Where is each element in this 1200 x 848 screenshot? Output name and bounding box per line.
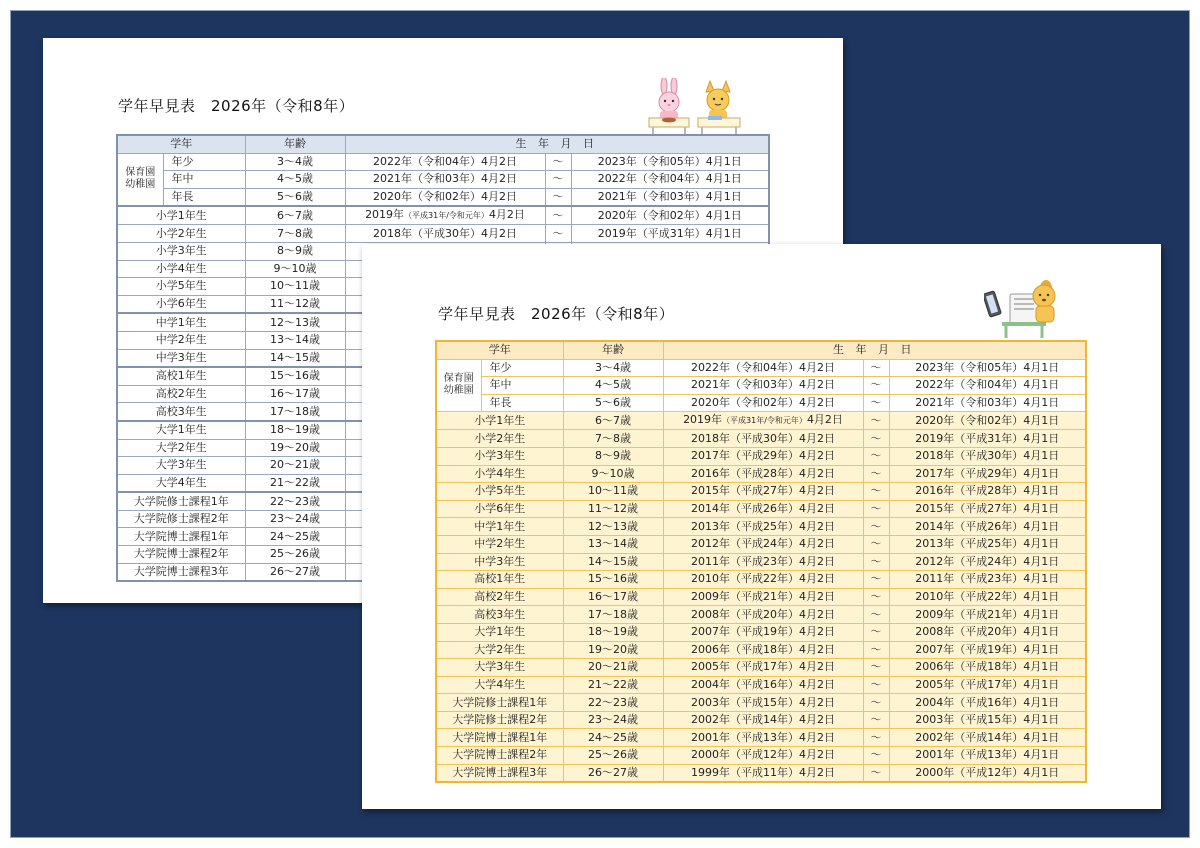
table-row — [436, 430, 1086, 448]
grade-cell: 高校1年生 — [436, 571, 563, 589]
table-header-row — [117, 135, 769, 153]
group-label-line: 保育園 — [125, 167, 156, 179]
grade-cell: 大学2年生 — [117, 439, 245, 457]
range-tilde: ～ — [863, 377, 889, 395]
age-cell: 25～26歳 — [245, 546, 345, 564]
grade-cell: 小学1年生 — [436, 412, 563, 430]
age-cell: 4～5歳 — [563, 377, 663, 395]
age-cell: 20～21歳 — [245, 457, 345, 475]
birth-from-cell: 2002年（平成14年）4月2日 — [663, 711, 863, 729]
sheet-title: 学年早見表 2026年（令和8年） — [438, 305, 675, 323]
age-cell: 15～16歳 — [245, 367, 345, 385]
birth-to-cell: 2008年（平成20年）4月1日 — [889, 623, 1086, 641]
table-row — [436, 623, 1086, 641]
birth-from-cell: 2003年（平成15年）4月2日 — [663, 694, 863, 712]
birth-to-cell: 2003年（平成15年）4月1日 — [889, 711, 1086, 729]
table-row — [117, 171, 769, 189]
grade-cell: 高校2年生 — [117, 385, 245, 403]
age-cell: 23～24歳 — [245, 510, 345, 528]
age-cell: 5～6歳 — [563, 394, 663, 412]
range-tilde: ～ — [863, 447, 889, 465]
grade-cell: 中学3年生 — [436, 553, 563, 571]
birth-to-cell: 2019年（平成31年）4月1日 — [889, 430, 1086, 448]
grade-cell: 中学2年生 — [117, 331, 245, 349]
age-cell: 11～12歳 — [245, 295, 345, 313]
birth-from-cell: 2005年（平成17年）4月2日 — [663, 659, 863, 677]
birth-to-cell: 2005年（平成17年）4月1日 — [889, 676, 1086, 694]
group-label-line: 保育園 — [443, 373, 474, 385]
age-cell: 3～4歳 — [245, 153, 345, 171]
grade-cell: 小学5年生 — [117, 278, 245, 296]
age-cell: 15～16歳 — [563, 571, 663, 589]
birth-to-cell: 2020年（令和02年）4月1日 — [889, 412, 1086, 430]
birth-from-cell: 2018年（平成30年）4月2日 — [663, 430, 863, 448]
grade-cell: 大学2年生 — [436, 641, 563, 659]
grade-cell: 大学院博士課程2年 — [117, 546, 245, 564]
age-cell: 26～27歳 — [563, 764, 663, 782]
sheet-orange — [362, 244, 1161, 809]
table-row — [436, 747, 1086, 765]
birth-from-cell: 2015年（平成27年）4月2日 — [663, 483, 863, 501]
birth-to-cell: 2012年（平成24年）4月1日 — [889, 553, 1086, 571]
table-row — [436, 465, 1086, 483]
age-cell: 6～7歳 — [563, 412, 663, 430]
birth-to-cell: 2023年（令和05年）4月1日 — [571, 153, 769, 171]
grade-cell: 大学院博士課程3年 — [436, 764, 563, 782]
birth-from-cell: 2022年（令和04年）4月2日 — [663, 359, 863, 377]
grade-cell: 大学院修士課程2年 — [117, 510, 245, 528]
table-row — [436, 711, 1086, 729]
table-row — [436, 447, 1086, 465]
range-tilde: ～ — [863, 359, 889, 377]
range-tilde: ～ — [863, 571, 889, 589]
table-row — [436, 659, 1086, 677]
header-grade: 学年 — [436, 341, 563, 359]
age-cell: 22～23歳 — [245, 492, 345, 510]
rabbit-icon — [659, 78, 679, 121]
age-cell: 7～8歳 — [563, 430, 663, 448]
grade-cell: 小学1年生 — [117, 206, 245, 225]
age-cell: 16～17歳 — [563, 588, 663, 606]
range-tilde: ～ — [863, 394, 889, 412]
age-cell: 26～27歳 — [245, 563, 345, 581]
range-tilde: ～ — [545, 153, 571, 171]
birth-from-cell: 2008年（平成20年）4月2日 — [663, 606, 863, 624]
sheet-title: 学年早見表 2026年（令和8年） — [118, 97, 355, 115]
age-cell: 21～22歳 — [245, 474, 345, 492]
grade-cell: 小学4年生 — [436, 465, 563, 483]
birth-from-year: 2019年 — [683, 413, 723, 427]
grade-cell: 大学院博士課程2年 — [436, 747, 563, 765]
grade-cell: 年少 — [163, 153, 245, 171]
age-cell: 13～14歳 — [245, 331, 345, 349]
grade-cell: 中学3年生 — [117, 349, 245, 367]
grade-cell: 小学3年生 — [436, 447, 563, 465]
birth-from-cell: 2014年（平成26年）4月2日 — [663, 500, 863, 518]
grade-cell: 中学1年生 — [117, 313, 245, 331]
age-cell: 24～25歳 — [245, 528, 345, 546]
birth-from-cell: 2018年（平成30年）4月2日 — [345, 225, 545, 243]
grade-cell: 年長 — [481, 394, 563, 412]
range-tilde: ～ — [863, 518, 889, 536]
grade-cell: 小学2年生 — [436, 430, 563, 448]
birth-to-cell: 2004年（平成16年）4月1日 — [889, 694, 1086, 712]
birth-to-cell: 2000年（平成12年）4月1日 — [889, 764, 1086, 782]
birth-to-cell: 2002年（平成14年）4月1日 — [889, 729, 1086, 747]
birth-from-cell: 1999年（平成11年）4月2日 — [663, 764, 863, 782]
range-tilde: ～ — [863, 412, 889, 430]
grade-cell: 高校1年生 — [117, 367, 245, 385]
range-tilde: ～ — [863, 747, 889, 765]
age-cell: 4～5歳 — [245, 171, 345, 189]
birth-from-cell: 2000年（平成12年）4月2日 — [663, 747, 863, 765]
range-tilde: ～ — [545, 225, 571, 243]
birth-from-cell: 2004年（平成16年）4月2日 — [663, 676, 863, 694]
table-row — [436, 606, 1086, 624]
table-row — [436, 694, 1086, 712]
range-tilde: ～ — [545, 188, 571, 206]
table-row — [436, 571, 1086, 589]
birth-from-cell — [345, 206, 545, 225]
header-age: 年齢 — [245, 135, 345, 153]
birth-from-cell: 2011年（平成23年）4月2日 — [663, 553, 863, 571]
age-cell: 10～11歳 — [563, 483, 663, 501]
range-tilde: ～ — [863, 535, 889, 553]
birth-from-date: 4月2日 — [806, 413, 843, 427]
birth-from-cell: 2001年（平成13年）4月2日 — [663, 729, 863, 747]
grade-cell: 年少 — [481, 359, 563, 377]
birth-from-year: 2019年 — [365, 208, 405, 222]
table-row — [436, 394, 1086, 412]
group-label-line: 幼稚園 — [125, 179, 156, 191]
school-year-table — [435, 340, 1087, 783]
age-cell: 23～24歳 — [563, 711, 663, 729]
birth-from-era: （平成31年/令和元年） — [722, 416, 807, 426]
age-cell: 8～9歳 — [563, 447, 663, 465]
age-cell: 8～9歳 — [245, 242, 345, 260]
table-row — [436, 641, 1086, 659]
birth-from-cell — [663, 412, 863, 430]
birth-from-cell: 2021年（令和03年）4月2日 — [663, 377, 863, 395]
age-cell: 24～25歳 — [563, 729, 663, 747]
age-cell: 9～10歳 — [245, 260, 345, 278]
range-tilde: ～ — [863, 764, 889, 782]
age-cell: 10～11歳 — [245, 278, 345, 296]
age-cell: 13～14歳 — [563, 535, 663, 553]
grade-cell: 中学1年生 — [436, 518, 563, 536]
birth-to-cell: 2015年（平成27年）4月1日 — [889, 500, 1086, 518]
header-grade: 学年 — [117, 135, 245, 153]
birth-to-cell: 2007年（平成19年）4月1日 — [889, 641, 1086, 659]
grade-cell: 高校3年生 — [436, 606, 563, 624]
tablet-icon — [984, 291, 1001, 318]
table-row — [436, 588, 1086, 606]
birth-from-cell: 2007年（平成19年）4月2日 — [663, 623, 863, 641]
preschool-group-label — [117, 153, 163, 206]
grade-cell: 中学2年生 — [436, 535, 563, 553]
age-cell: 16～17歳 — [245, 385, 345, 403]
grade-cell: 大学院修士課程1年 — [436, 694, 563, 712]
age-cell: 17～18歳 — [245, 403, 345, 421]
birth-to-cell: 2020年（令和02年）4月1日 — [571, 206, 769, 225]
age-cell: 14～15歳 — [563, 553, 663, 571]
grade-cell: 大学4年生 — [436, 676, 563, 694]
birth-to-cell: 2009年（平成21年）4月1日 — [889, 606, 1086, 624]
age-cell: 12～13歳 — [245, 313, 345, 331]
age-cell: 20～21歳 — [563, 659, 663, 677]
dog-icon — [1033, 280, 1055, 322]
grade-cell: 小学5年生 — [436, 483, 563, 501]
table-row — [117, 206, 769, 225]
grade-cell: 大学1年生 — [436, 623, 563, 641]
age-cell: 5～6歳 — [245, 188, 345, 206]
cat-icon — [706, 81, 730, 121]
grade-cell: 小学3年生 — [117, 242, 245, 260]
birth-from-cell: 2020年（令和02年）4月2日 — [345, 188, 545, 206]
birth-to-cell: 2022年（令和04年）4月1日 — [889, 377, 1086, 395]
table-row — [436, 359, 1086, 377]
range-tilde: ～ — [863, 694, 889, 712]
age-cell: 6～7歳 — [245, 206, 345, 225]
age-cell: 12～13歳 — [563, 518, 663, 536]
birth-to-cell: 2018年（平成30年）4月1日 — [889, 447, 1086, 465]
birth-from-cell: 2022年（令和04年）4月2日 — [345, 153, 545, 171]
grade-cell: 大学院博士課程1年 — [117, 528, 245, 546]
range-tilde: ～ — [863, 606, 889, 624]
birth-to-cell: 2017年（平成29年）4月1日 — [889, 465, 1086, 483]
age-cell: 25～26歳 — [563, 747, 663, 765]
grade-cell: 年長 — [163, 188, 245, 206]
grade-cell: 大学3年生 — [117, 457, 245, 475]
grade-cell: 年中 — [481, 377, 563, 395]
birth-to-cell: 2022年（令和04年）4月1日 — [571, 171, 769, 189]
birth-from-cell: 2017年（平成29年）4月2日 — [663, 447, 863, 465]
birth-to-cell: 2011年（平成23年）4月1日 — [889, 571, 1086, 589]
table-row — [436, 412, 1086, 430]
table-row — [436, 553, 1086, 571]
birth-to-cell: 2016年（平成28年）4月1日 — [889, 483, 1086, 501]
group-label-line: 幼稚園 — [443, 385, 474, 397]
table-row — [436, 518, 1086, 536]
age-cell: 14～15歳 — [245, 349, 345, 367]
range-tilde: ～ — [863, 553, 889, 571]
header-birthdate: 生 年 月 日 — [345, 135, 769, 153]
grade-cell: 高校2年生 — [436, 588, 563, 606]
table-row — [436, 535, 1086, 553]
table-row — [436, 676, 1086, 694]
table-row — [436, 764, 1086, 782]
birth-from-cell: 2013年（平成25年）4月2日 — [663, 518, 863, 536]
birth-to-cell: 2013年（平成25年）4月1日 — [889, 535, 1086, 553]
preschool-group-label — [436, 359, 481, 412]
birth-to-cell: 2021年（令和03年）4月1日 — [571, 188, 769, 206]
age-cell: 9～10歳 — [563, 465, 663, 483]
age-cell: 17～18歳 — [563, 606, 663, 624]
range-tilde: ～ — [863, 729, 889, 747]
table-header-row — [436, 341, 1086, 359]
header-age: 年齢 — [563, 341, 663, 359]
range-tilde: ～ — [863, 465, 889, 483]
birth-from-cell: 2009年（平成21年）4月2日 — [663, 588, 863, 606]
age-cell: 11～12歳 — [563, 500, 663, 518]
grade-cell: 大学3年生 — [436, 659, 563, 677]
birth-to-cell: 2014年（平成26年）4月1日 — [889, 518, 1086, 536]
birth-from-cell: 2020年（令和02年）4月2日 — [663, 394, 863, 412]
grade-cell: 小学4年生 — [117, 260, 245, 278]
table-row — [436, 729, 1086, 747]
range-tilde: ～ — [863, 659, 889, 677]
grade-cell: 小学6年生 — [117, 295, 245, 313]
range-tilde: ～ — [863, 430, 889, 448]
age-cell: 19～20歳 — [245, 439, 345, 457]
age-cell: 18～19歳 — [563, 623, 663, 641]
range-tilde: ～ — [863, 623, 889, 641]
birth-from-cell: 2016年（平成28年）4月2日 — [663, 465, 863, 483]
grade-cell: 小学2年生 — [117, 225, 245, 243]
grade-cell: 年中 — [163, 171, 245, 189]
birth-to-cell: 2001年（平成13年）4月1日 — [889, 747, 1086, 765]
range-tilde: ～ — [545, 171, 571, 189]
header-birthdate: 生 年 月 日 — [663, 341, 1086, 359]
table-row — [436, 377, 1086, 395]
dog-with-tablet-illustration — [984, 280, 1062, 340]
age-cell: 7～8歳 — [245, 225, 345, 243]
table-row — [117, 153, 769, 171]
grade-cell: 大学院修士課程1年 — [117, 492, 245, 510]
grade-cell: 大学4年生 — [117, 474, 245, 492]
birth-to-cell: 2023年（令和05年）4月1日 — [889, 359, 1086, 377]
age-cell: 18～19歳 — [245, 421, 345, 439]
birth-from-date: 4月2日 — [488, 208, 525, 222]
grade-cell: 高校3年生 — [117, 403, 245, 421]
range-tilde: ～ — [863, 588, 889, 606]
grade-cell: 小学6年生 — [436, 500, 563, 518]
grade-cell: 大学院博士課程1年 — [436, 729, 563, 747]
birth-to-cell: 2019年（平成31年）4月1日 — [571, 225, 769, 243]
table-row — [436, 483, 1086, 501]
birth-from-cell: 2012年（平成24年）4月2日 — [663, 535, 863, 553]
birth-to-cell: 2006年（平成18年）4月1日 — [889, 659, 1086, 677]
birth-from-cell: 2006年（平成18年）4月2日 — [663, 641, 863, 659]
age-cell: 21～22歳 — [563, 676, 663, 694]
age-cell: 19～20歳 — [563, 641, 663, 659]
range-tilde: ～ — [863, 483, 889, 501]
table-row — [117, 225, 769, 243]
birth-from-cell: 2021年（令和03年）4月2日 — [345, 171, 545, 189]
birth-to-cell: 2010年（平成22年）4月1日 — [889, 588, 1086, 606]
grade-cell: 大学院博士課程3年 — [117, 563, 245, 581]
grade-cell: 大学院修士課程2年 — [436, 711, 563, 729]
range-tilde: ～ — [863, 641, 889, 659]
table-row — [436, 500, 1086, 518]
range-tilde: ～ — [863, 711, 889, 729]
birth-from-cell: 2010年（平成22年）4月2日 — [663, 571, 863, 589]
grade-cell: 大学1年生 — [117, 421, 245, 439]
range-tilde: ～ — [863, 500, 889, 518]
range-tilde: ～ — [545, 206, 571, 225]
age-cell: 3～4歳 — [563, 359, 663, 377]
age-cell: 22～23歳 — [563, 694, 663, 712]
range-tilde: ～ — [863, 676, 889, 694]
birth-to-cell: 2021年（令和03年）4月1日 — [889, 394, 1086, 412]
table-row — [117, 188, 769, 206]
birth-from-era: （平成31年/令和元年） — [404, 211, 489, 221]
